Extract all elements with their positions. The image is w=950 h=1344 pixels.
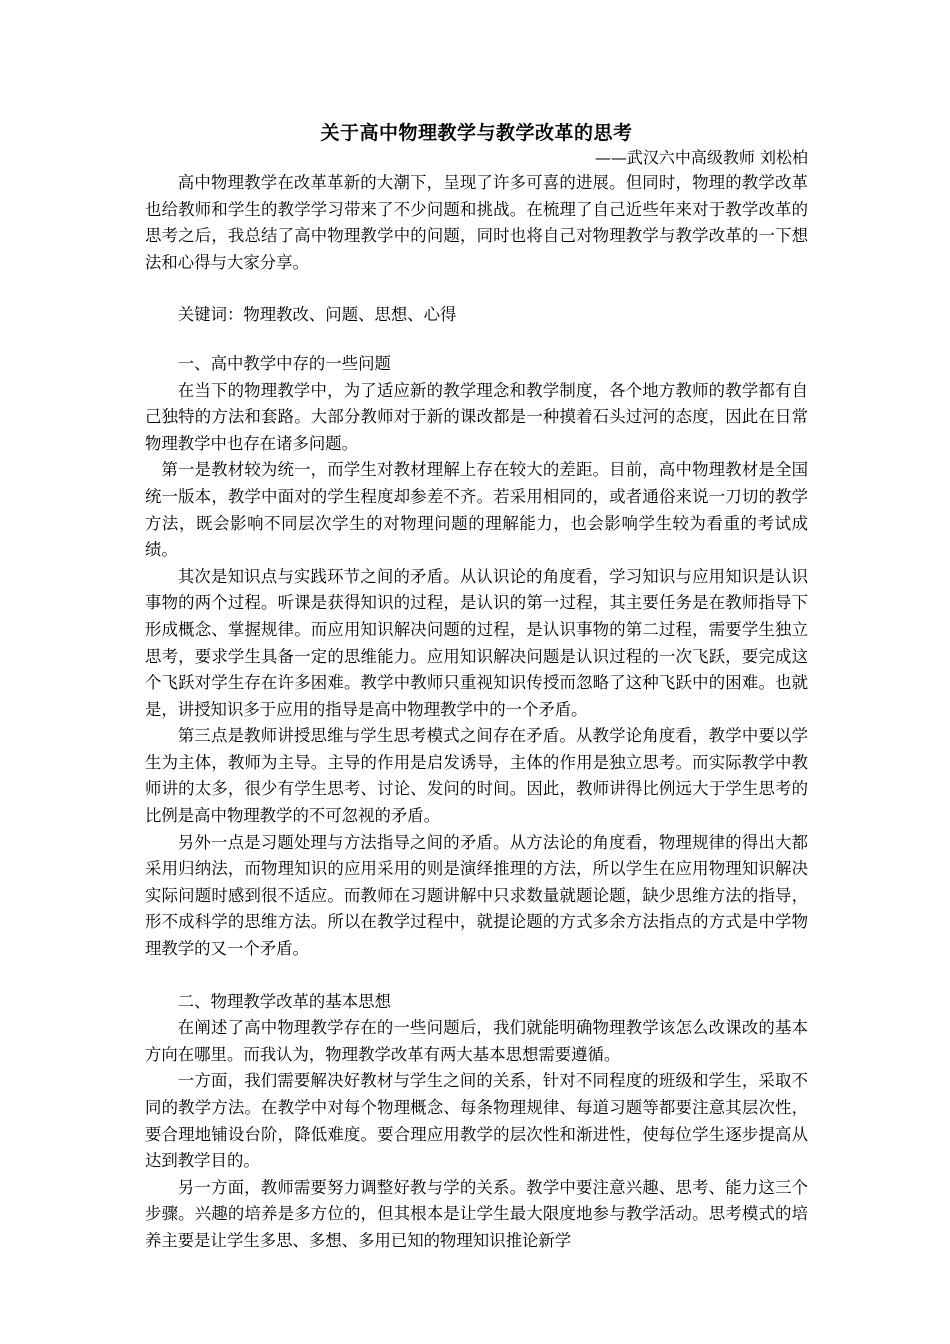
author-line: ——武汉六中高级教师 刘松柏 (594, 148, 808, 167)
section-1-paragraph: 其次是知识点与实践环节之间的矛盾。从认识论的角度看，学习知识与应用知识是认识事物的两个过程。听课是获得知识的过程，是认识的第一过程，其主要任务是在教师指导下形成概念、掌握规律。而应用知识解决问题的过程，是认识事物的第二过程，需要学生独立思考，要求学生具备一定的思维能力。应用知识解决问题是认识过程的一次飞跃，要完成这个飞跃对学生存在许多困难。教学中教师只重视知识传授而忽略了这种飞跃中的困难。也就是，讲授知识多于应用的指导是高中物理教学中的一个矛盾。 (145, 566, 808, 719)
section-1-heading: 一、高中教学中存的一些问题 (177, 353, 391, 373)
section-1-paragraph: 另外一点是习题处理与方法指导之间的矛盾。从方法论的角度看，物理规律的得出大都采用归纳法，而物理知识的应用采用的则是演绎推理的方法，所以学生在应用物理知识解决实际问题时感到很不适应。而教师在习题讲解中只求数量就题论题，缺少思维方法的指导，形不成科学的思维方法。所以在教学过程中，就提论题的方式多余方法指点的方式是中学物理教学的又一个矛盾。 (145, 832, 808, 959)
section-1-paragraph: 第三点是教师讲授思维与学生思考模式之间存在矛盾。从教学论角度看，教学中要以学生为主体，教师为主导。主导的作用是启发诱导，主体的作用是独立思考。而实际教学中教师讲的太多，很少有学生思考、讨论、发问的时间。因此，教师讲得比例远大于学生思考的比例是高中物理教学的不可忽视的矛盾。 (145, 726, 808, 826)
section-2-heading: 二、物理教学改革的基本思想 (177, 991, 391, 1011)
keywords-line: 关键词：物理教改、问题、思想、心得 (177, 305, 457, 325)
document-page (145, 120, 808, 1255)
section-1-paragraph: 在当下的物理教学中，为了适应新的教学理念和教学制度，各个地方教师的教学都有自己独特的方法和套路。大部分教师对于新的课改都是一种摸着石头过河的态度，因此在日常物理教学中也存在诸多问题。 (145, 380, 808, 453)
document-title: 关于高中物理教学与教学改革的思考 (320, 122, 633, 144)
section-1-paragraph: 第一是教材较为统一，而学生对教材理解上存在较大的差距。目前，高中物理教材是全国统一版本，教学中面对的学生程度却参差不齐。若采用相同的，或者通俗来说一刀切的教学方法，既会影响不同层次学生的对物理问题的理解能力，也会影响学生较为看重的考试成绩。 (145, 460, 808, 560)
section-2-paragraph: 在阐述了高中物理教学存在的一些问题后，我们就能明确物理教学该怎么改课改的基本方向在哪里。而我认为，物理教学改革有两大基本思想需要遵循。 (145, 1018, 808, 1064)
intro-paragraph: 高中物理教学在改革革新的大潮下，呈现了许多可喜的进展。但同时，物理的教学改革也给教师和学生的教学学习带来了不少问题和挑战。在梳理了自己近些年来对于教学改革的思考之后，我总结了高中物理教学中的问题，同时也将自己对物理教学与教学改革的一下想法和心得与大家分享。 (145, 173, 808, 272)
section-2-paragraph: 一方面，我们需要解决好教材与学生之间的关系，针对不同程度的班级和学生，采取不同的教学方法。在教学中对每个物理概念、每条物理规律、每道习题等都要注意其层次性，要合理地铺设台阶，降低难度。要合理应用教学的层次性和渐进性，使每位学生逐步提高从达到教学目的。 (145, 1071, 808, 1171)
section-2-paragraph: 另一方面，教师需要努力调整好教与学的关系。教学中要注意兴趣、思考、能力这三个步骤。兴趣的培养是多方位的，但其根本是让学生最大限度地参与教学活动。思考模式的培养主要是让学生多思、多想、多用已知的物理知识推论新学 (145, 1177, 808, 1250)
